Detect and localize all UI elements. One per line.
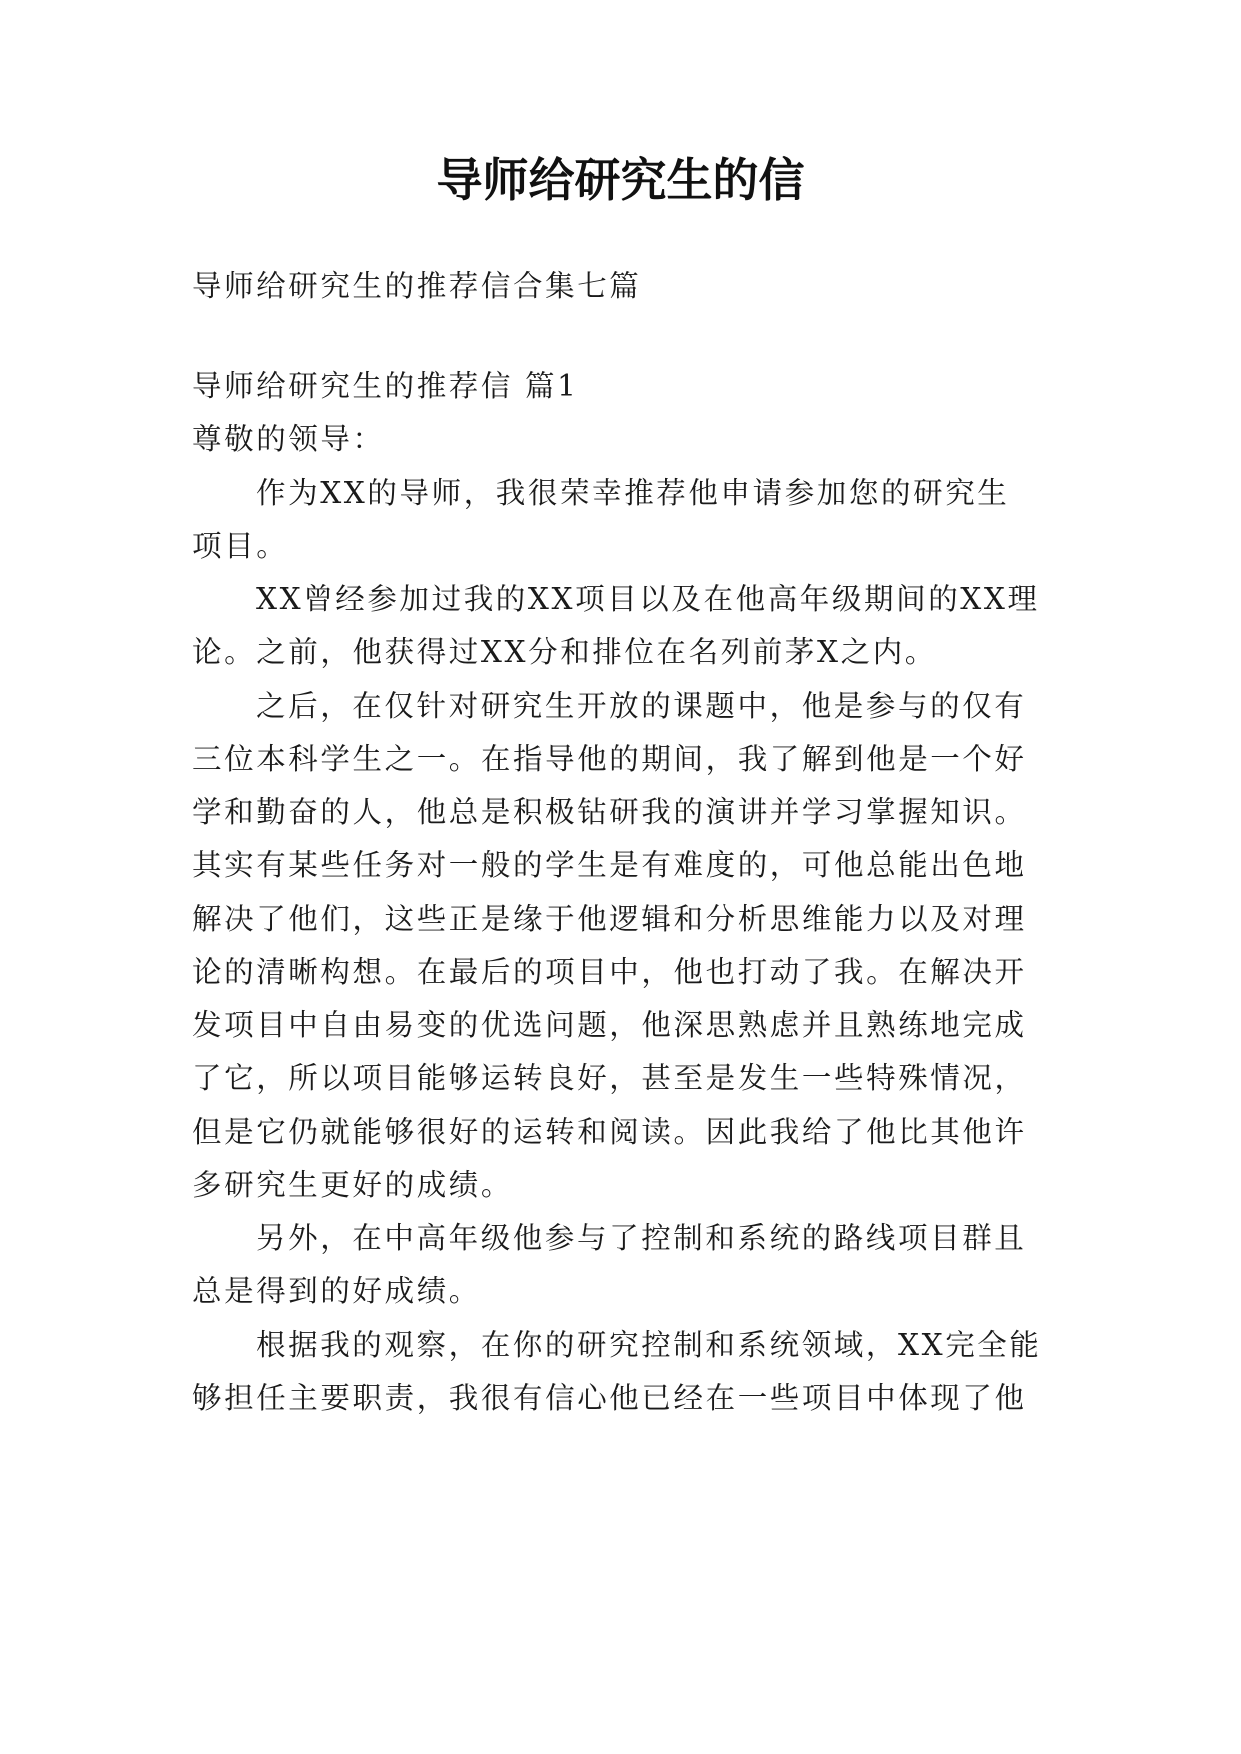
document-title: 导师给研究生的信 <box>436 153 805 207</box>
section-heading: 导师给研究生的推荐信 篇1 <box>192 369 579 403</box>
body-line: 根据我的观察，在你的研究控制和系统领域，XX完全能 <box>256 1328 1042 1362</box>
body-line: 发项目中自由易变的优选问题，他深思熟虑并且熟练地完成 <box>192 1008 1027 1042</box>
body-line: 三位本科学生之一。在指导他的期间，我了解到他是一个好 <box>192 742 1027 776</box>
body-line: XX曾经参加过我的XX项目以及在他高年级期间的XX理 <box>256 582 1040 616</box>
body-line: 之后，在仅针对研究生开放的课题中，他是参与的仅有 <box>256 689 1027 723</box>
body-line: 但是它仍就能够很好的运转和阅读。因此我给了他比其他许 <box>192 1115 1027 1149</box>
body-line: 项目。 <box>192 529 289 563</box>
body-line: 了它，所以项目能够运转良好，甚至是发生一些特殊情况， <box>192 1061 1027 1095</box>
body-line: 总是得到的好成绩。 <box>192 1274 481 1308</box>
body-line: 作为XX的导师，我很荣幸推荐他申请参加您的研究生 <box>256 476 1010 510</box>
document-subtitle: 导师给研究生的推荐信合集七篇 <box>192 269 642 303</box>
body-line: 另外，在中高年级他参与了控制和系统的路线项目群且 <box>256 1221 1027 1255</box>
salutation: 尊敬的领导： <box>192 422 385 456</box>
body-line: 学和勤奋的人，他总是积极钻研我的演讲并学习掌握知识。 <box>192 795 1027 829</box>
body-line: 多研究生更好的成绩。 <box>192 1168 514 1202</box>
body-line: 解决了他们，这些正是缘于他逻辑和分析思维能力以及对理 <box>192 902 1027 936</box>
body-line: 其实有某些任务对一般的学生是有难度的，可他总能出色地 <box>192 848 1027 882</box>
body-line: 论。之前，他获得过XX分和排位在名列前茅X之内。 <box>192 635 937 669</box>
body-line: 论的清晰构想。在最后的项目中，他也打动了我。在解决开 <box>192 955 1027 989</box>
body-line: 够担任主要职责，我很有信心他已经在一些项目中体现了他 <box>192 1381 1027 1415</box>
